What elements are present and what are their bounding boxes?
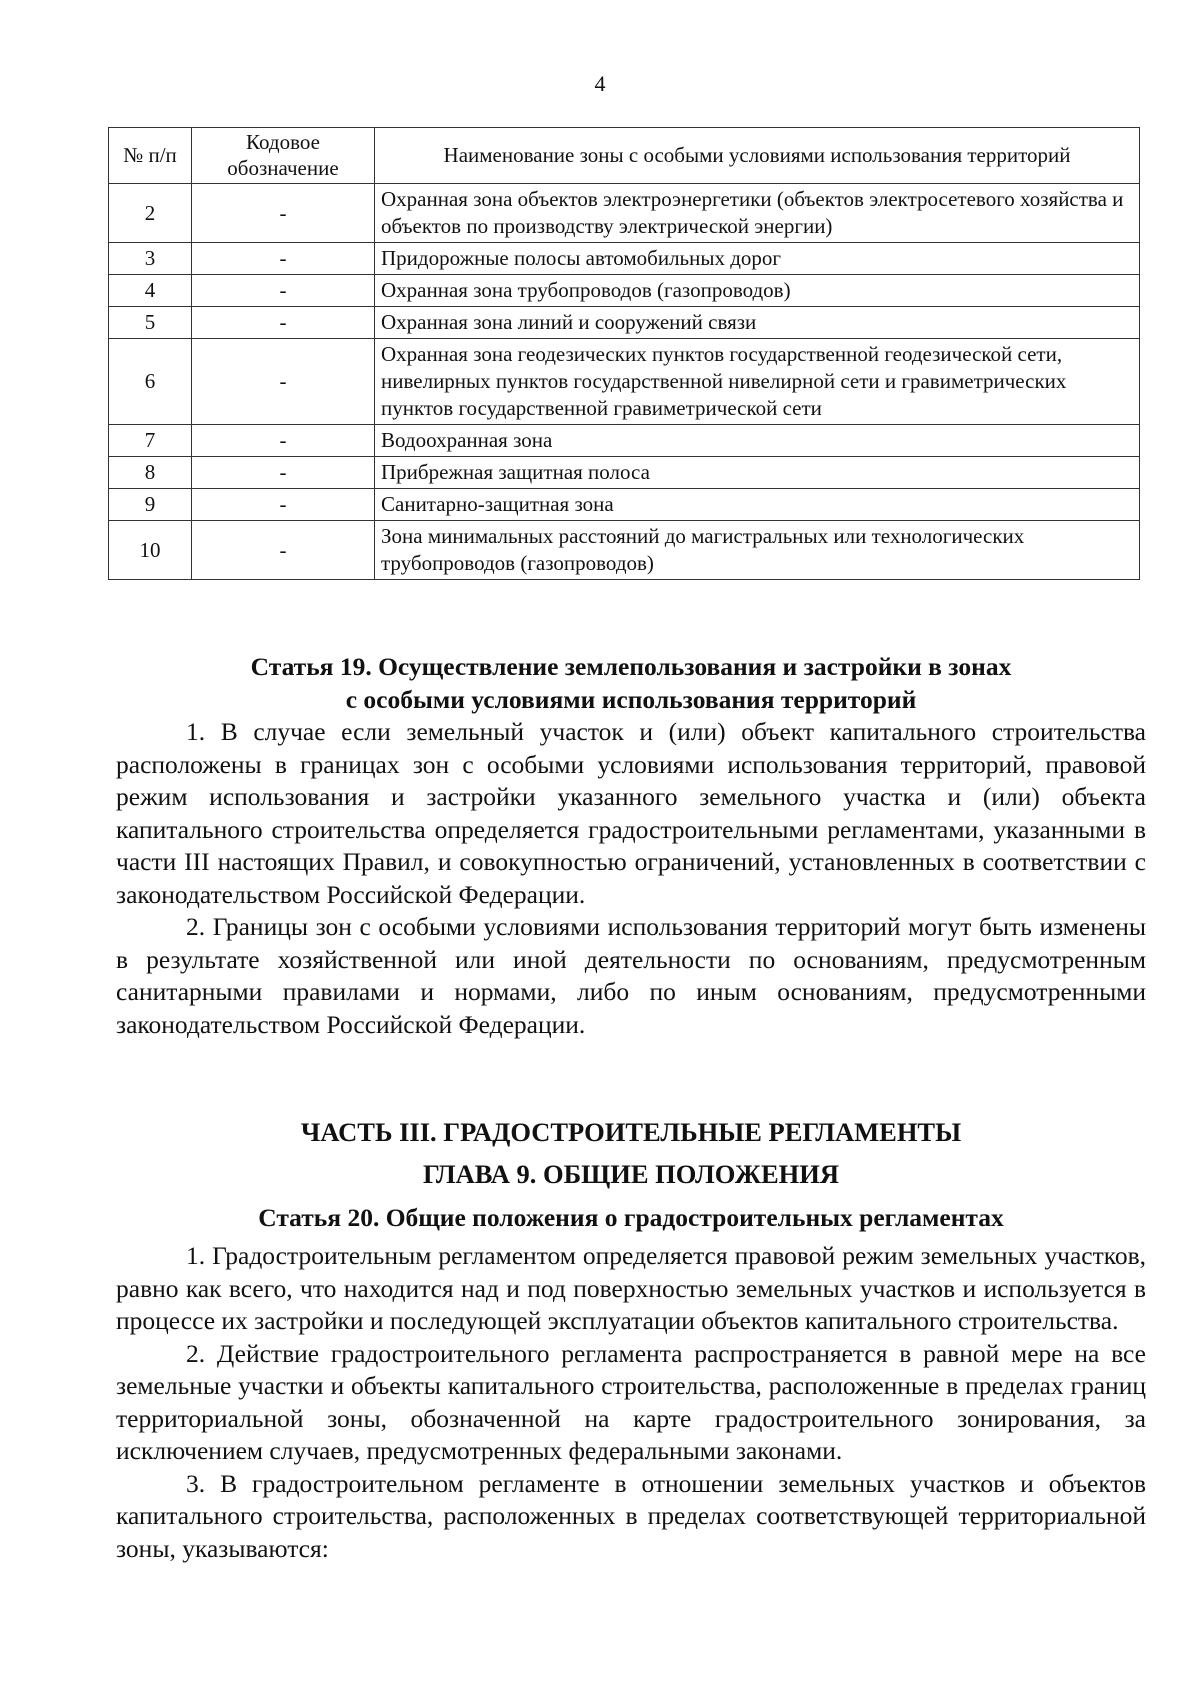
article-19-paragraph-1: 1. В случае если земельный участок и (или) объект капитального строительства расположены в границах зон с особыми условиями использования территорий, правовой режим использования и застройки указанного земельного участка и (или) объекта капитального строительства определяется градостроительными регламентами, указанными в части III настоящих Правил, и совокупностью ограничений, установленных в соответствии с законодательством Российской Федерации. [116, 717, 1146, 909]
zones-table [108, 127, 1140, 580]
row-code: - [192, 457, 375, 489]
chapter-9-title: ГЛАВА 9. ОБЩИЕ ПОЛОЖЕНИЯ [422, 1159, 839, 1189]
row-name: Прибрежная защитная полоса [375, 457, 1140, 489]
row-name: Санитарно-защитная зона [375, 489, 1140, 521]
row-num: 5 [109, 307, 192, 339]
article-19-paragraph-2: 2. Границы зон с особыми условиями использования территорий могут быть изменены в результате хозяйственной или иной деятельности по основаниям, предусмотренным санитарными правилами и нормами, либо по иным основаниям, предусмотренными законодательством Российской Федерации. [116, 912, 1146, 1039]
row-num: 8 [109, 457, 192, 489]
table-row [109, 489, 1140, 521]
row-num: 4 [109, 275, 192, 307]
row-name: Охранная зона трубопроводов (газопроводов) [375, 275, 1140, 307]
row-code: - [192, 339, 375, 425]
article-20-paragraph-2: 2. Действие градостроительного регламента распространяется в равной мере на все земельные участки и объекты капитального строительства, расположенные в пределах границ территориальной зоны, обозначенной на карте градостроительного зонирования, за исключением случаев, предусмотренных федеральными законами. [116, 1338, 1146, 1465]
table-row [109, 457, 1140, 489]
row-name: Водоохранная зона [375, 425, 1140, 457]
article-19-title-line1: Статья 19. Осуществление землепользования и застройки в зонах [250, 652, 1012, 681]
row-code: - [192, 425, 375, 457]
table-row [109, 307, 1140, 339]
row-code: - [192, 521, 375, 580]
row-num: 2 [109, 184, 192, 243]
article-20-title: Статья 20. Общие положения о градостроительных регламентах [258, 1203, 1004, 1232]
header-name: Наименование зоны с особыми условиями использования территорий [375, 128, 1140, 184]
header-num: № п/п [109, 128, 192, 184]
table-row [109, 184, 1140, 243]
part-3-title: ЧАСТЬ III. ГРАДОСТРОИТЕЛЬНЫЕ РЕГЛАМЕНТЫ [300, 1117, 962, 1147]
row-name: Зона минимальных расстояний до магистральных или технологических трубопроводов (газопроводов) [375, 521, 1140, 580]
article-19-title-line2: с особыми условиями использования территорий [345, 685, 917, 714]
row-name: Охранная зона объектов электроэнергетики (объектов электросетевого хозяйства и объектов по производству электрической энергии) [375, 184, 1140, 243]
article-20-paragraph-3: 3. В градостроительном регламенте в отношении земельных участков и объектов капитального строительства, расположенных в пределах соответствующей территориальной зоны, указываются: [116, 1468, 1146, 1563]
row-code: - [192, 307, 375, 339]
row-num: 3 [109, 243, 192, 275]
row-code: - [192, 489, 375, 521]
row-num: 7 [109, 425, 192, 457]
article-19-section [116, 650, 1146, 1041]
row-num: 6 [109, 339, 192, 425]
table-row [109, 243, 1140, 275]
table-header-row [109, 128, 1140, 184]
row-name: Охранная зона линий и сооружений связи [375, 307, 1140, 339]
row-code: - [192, 184, 375, 243]
row-num: 9 [109, 489, 192, 521]
table-row [109, 275, 1140, 307]
row-num: 10 [109, 521, 192, 580]
table-row [109, 339, 1140, 425]
row-name: Придорожные полосы автомобильных дорог [375, 243, 1140, 275]
row-name: Охранная зона геодезических пунктов государственной геодезической сети, нивелирных пунктов государственной нивелирной сети и гравиметрических пунктов государственной гравиметрической сети [375, 339, 1140, 425]
page-number: 4 [594, 71, 606, 96]
article-20-paragraph-1: 1. Градостроительным регламентом определяется правовой режим земельных участков, равно как всего, что находится над и под поверхностью земельных участков и используется в процессе их застройки и последующей эксплуатации объектов капитального строительства. [116, 1241, 1146, 1335]
header-code: Кодовое обозначение [192, 128, 375, 184]
row-code: - [192, 275, 375, 307]
table-row [109, 521, 1140, 580]
part-3-section [116, 1115, 1146, 1565]
table-row [109, 425, 1140, 457]
row-code: - [192, 243, 375, 275]
